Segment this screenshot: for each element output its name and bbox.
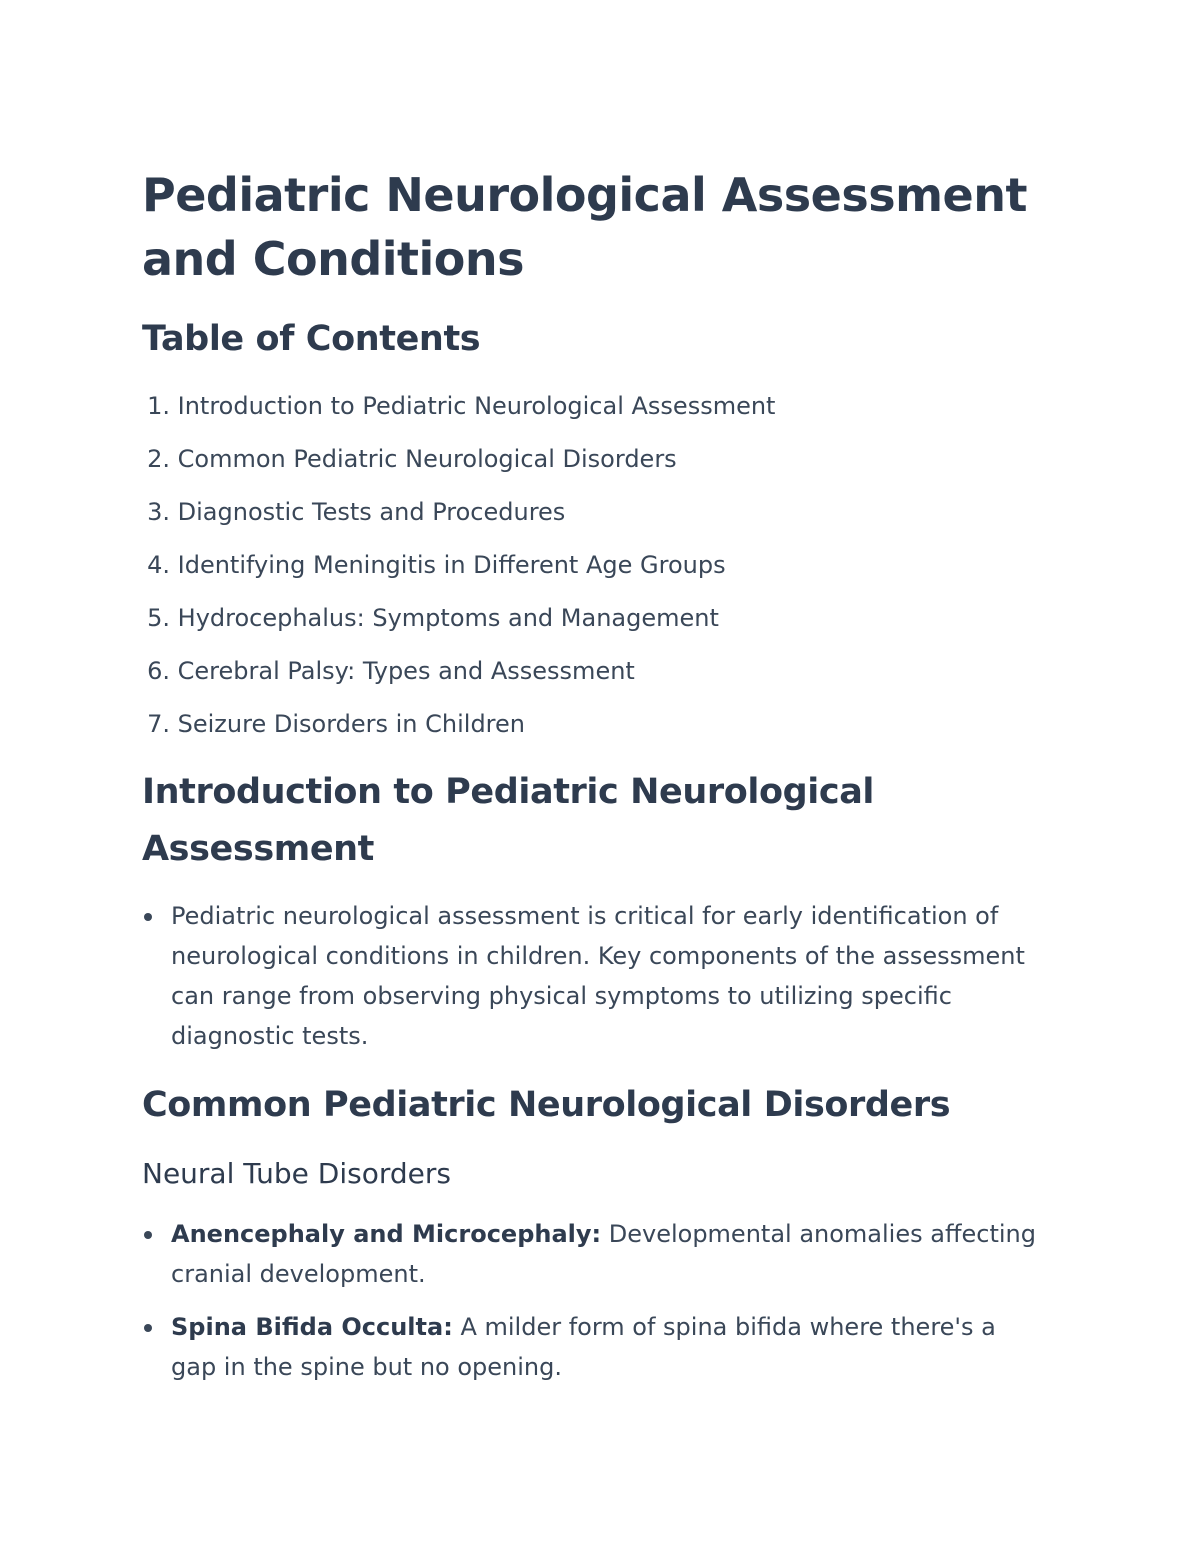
list-item <box>142 1307 1042 1387</box>
neural-tube-list <box>142 1214 1042 1400</box>
introduction-heading: Introduction to Pediatric Neurological Assessment <box>142 772 875 869</box>
bullet-icon <box>144 1324 152 1332</box>
bullet-icon <box>144 1231 152 1239</box>
toc-item[interactable] <box>142 650 775 703</box>
toc-item-number: 7. <box>147 710 170 738</box>
toc-item-label: Common Pediatric Neurological Disorders <box>177 445 677 473</box>
neural-tube-subheading: Neural Tube Disorders <box>142 1157 451 1190</box>
toc-item-number: 2. <box>147 445 170 473</box>
list-item-text: Pediatric neurological assessment is critical for early identification of neurological conditions in children. Key components of the assessment can range from observing physical symptoms to utilizing specific diagnostic tests. <box>171 902 1025 1050</box>
toc-item-number: 3. <box>147 498 170 526</box>
list-item <box>142 1214 1042 1294</box>
toc-item-number: 6. <box>147 657 170 685</box>
introduction-list <box>142 896 1047 1056</box>
list-item <box>142 896 1047 1056</box>
toc-heading: Table of Contents <box>142 319 481 359</box>
bullet-icon <box>144 913 152 921</box>
toc-item-label: Identifying Meningitis in Different Age Groups <box>177 551 726 579</box>
list-item-term: Anencephaly and Microcephaly: <box>171 1220 602 1248</box>
toc-item[interactable] <box>142 597 775 650</box>
toc-item[interactable] <box>142 703 775 756</box>
toc-item-label: Cerebral Palsy: Types and Assessment <box>177 657 635 685</box>
toc-item-label: Diagnostic Tests and Procedures <box>177 498 566 526</box>
list-item-term: Spina Bifida Occulta: <box>171 1313 453 1341</box>
common-disorders-heading: Common Pediatric Neurological Disorders <box>142 1085 951 1125</box>
toc-item[interactable] <box>142 491 775 544</box>
toc-item-label: Introduction to Pediatric Neurological Assessment <box>177 392 776 420</box>
table-of-contents <box>142 385 775 756</box>
toc-item-label: Seizure Disorders in Children <box>177 710 525 738</box>
document-title: Pediatric Neurological Assessment and Conditions <box>142 168 1027 286</box>
toc-item-number: 1. <box>147 392 170 420</box>
toc-item-label: Hydrocephalus: Symptoms and Management <box>177 604 719 632</box>
list-item-text: Developmental anomalies affecting cranial development. <box>171 1220 1036 1288</box>
toc-item[interactable] <box>142 544 775 597</box>
toc-item[interactable] <box>142 385 775 438</box>
toc-item-number: 4. <box>147 551 170 579</box>
toc-item-number: 5. <box>147 604 170 632</box>
toc-item[interactable] <box>142 438 775 491</box>
list-item-text: A milder form of spina bifida where there's a gap in the spine but no opening. <box>171 1313 996 1381</box>
